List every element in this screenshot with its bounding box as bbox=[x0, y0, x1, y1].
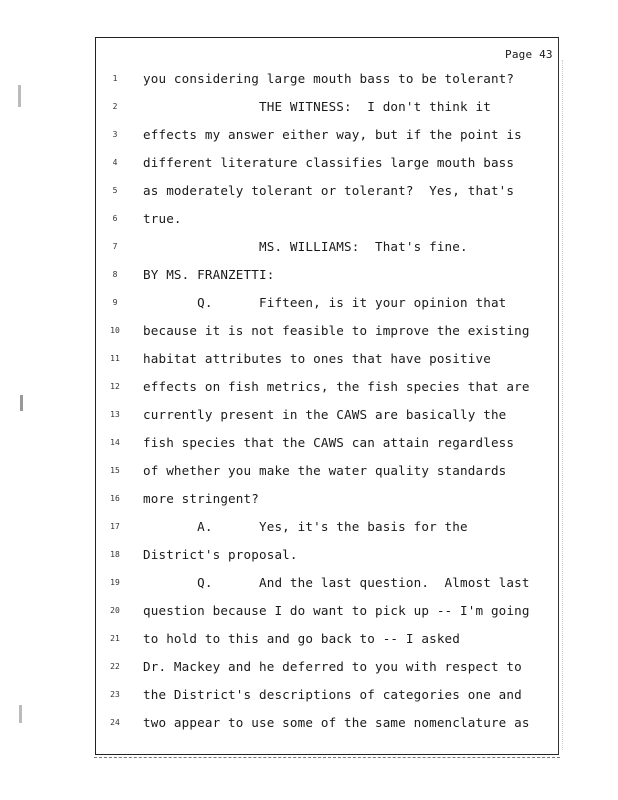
line-number: 12 bbox=[110, 382, 120, 391]
line-text: fish species that the CAWS can attain regardless bbox=[143, 435, 515, 450]
transcript-line bbox=[100, 461, 556, 481]
transcript-line bbox=[100, 69, 556, 89]
transcript-line bbox=[100, 349, 556, 369]
transcript-line bbox=[100, 433, 556, 453]
line-text: true. bbox=[143, 211, 182, 226]
line-text: as moderately tolerant or tolerant? Yes, that's bbox=[143, 183, 515, 198]
transcript-line bbox=[100, 601, 556, 621]
transcript-line bbox=[100, 657, 556, 677]
line-number: 10 bbox=[110, 326, 120, 335]
line-text: because it is not feasible to improve the existing bbox=[143, 323, 530, 338]
line-text: effects on fish metrics, the fish species that are bbox=[143, 379, 530, 394]
transcript-line bbox=[100, 237, 556, 257]
line-number: 19 bbox=[110, 578, 120, 587]
line-text: Dr. Mackey and he deferred to you with respect to bbox=[143, 659, 522, 674]
transcript-line bbox=[100, 405, 556, 425]
line-number: 23 bbox=[110, 690, 120, 699]
line-number: 1 bbox=[112, 74, 118, 83]
line-text: currently present in the CAWS are basically the bbox=[143, 407, 507, 422]
transcript-line bbox=[100, 125, 556, 145]
line-text: two appear to use some of the same nomenclature as bbox=[143, 715, 530, 730]
line-number: 15 bbox=[110, 466, 120, 475]
scan-artifact bbox=[18, 85, 21, 107]
transcript-line bbox=[100, 153, 556, 173]
transcript-line bbox=[100, 209, 556, 229]
transcript-line bbox=[100, 573, 556, 593]
line-text: BY MS. FRANZETTI: bbox=[143, 267, 275, 282]
transcript-line bbox=[100, 545, 556, 565]
line-number: 16 bbox=[110, 494, 120, 503]
line-number: 24 bbox=[110, 718, 120, 727]
line-number: 2 bbox=[112, 102, 118, 111]
line-number: 21 bbox=[110, 634, 120, 643]
line-number: 14 bbox=[110, 438, 120, 447]
line-text: of whether you make the water quality standards bbox=[143, 463, 507, 478]
line-number: 20 bbox=[110, 606, 120, 615]
line-text: more stringent? bbox=[143, 491, 259, 506]
line-text: A. Yes, it's the basis for the bbox=[143, 519, 468, 534]
scan-artifact bbox=[20, 395, 23, 411]
line-text: Q. And the last question. Almost last bbox=[143, 575, 530, 590]
transcript-line bbox=[100, 293, 556, 313]
line-text: you considering large mouth bass to be tolerant? bbox=[143, 71, 515, 86]
line-number: 13 bbox=[110, 410, 120, 419]
line-number: 8 bbox=[112, 270, 118, 279]
transcript-line bbox=[100, 685, 556, 705]
line-number: 11 bbox=[110, 354, 120, 363]
line-number: 22 bbox=[110, 662, 120, 671]
line-text: different literature classifies large mouth bass bbox=[143, 155, 515, 170]
line-number: 6 bbox=[112, 214, 118, 223]
transcript-line bbox=[100, 713, 556, 733]
line-text: MS. WILLIAMS: That's fine. bbox=[143, 239, 468, 254]
transcript-line bbox=[100, 517, 556, 537]
line-text: THE WITNESS: I don't think it bbox=[143, 99, 491, 114]
line-text: habitat attributes to ones that have positive bbox=[143, 351, 491, 366]
scan-artifact bbox=[19, 705, 22, 723]
transcript-line bbox=[100, 489, 556, 509]
page-number: Page 43 bbox=[505, 48, 553, 61]
transcript-line bbox=[100, 265, 556, 285]
margin-dots bbox=[562, 60, 565, 750]
line-number: 3 bbox=[112, 130, 118, 139]
transcript-line bbox=[100, 97, 556, 117]
line-text: to hold to this and go back to -- I asked bbox=[143, 631, 461, 646]
line-number: 5 bbox=[112, 186, 118, 195]
line-text: the District's descriptions of categories one and bbox=[143, 687, 522, 702]
transcript-line bbox=[100, 377, 556, 397]
line-number: 18 bbox=[110, 550, 120, 559]
line-number: 9 bbox=[112, 298, 118, 307]
line-text: effects my answer either way, but if the point is bbox=[143, 127, 522, 142]
line-number: 17 bbox=[110, 522, 120, 531]
line-text: Q. Fifteen, is it your opinion that bbox=[143, 295, 507, 310]
line-number: 7 bbox=[112, 242, 118, 251]
transcript-line bbox=[100, 629, 556, 649]
transcript-line bbox=[100, 321, 556, 341]
line-number: 4 bbox=[112, 158, 118, 167]
transcript-line bbox=[100, 181, 556, 201]
line-text: District's proposal. bbox=[143, 547, 298, 562]
line-text: question because I do want to pick up -- I'm going bbox=[143, 603, 530, 618]
